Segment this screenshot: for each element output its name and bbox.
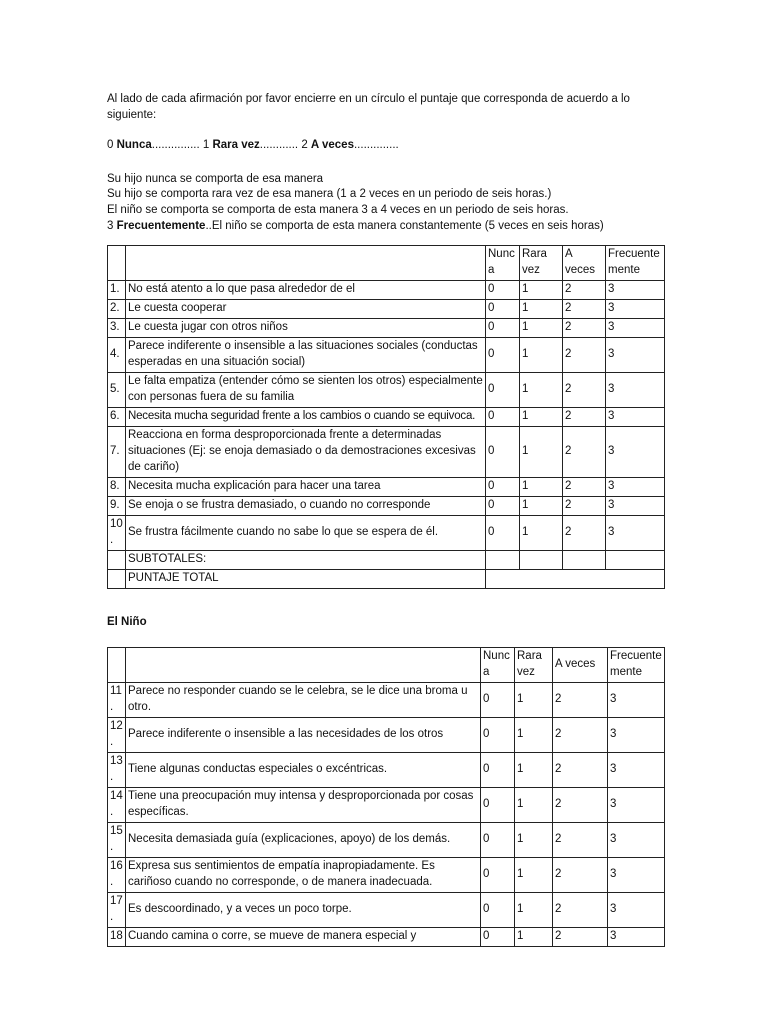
score-nunca[interactable]: 0 [481, 822, 515, 857]
scale-3-number: 3 [107, 220, 117, 233]
score-nunca[interactable]: 0 [486, 516, 520, 551]
score-nunca[interactable]: 0 [486, 408, 520, 427]
score-a-veces[interactable]: 2 [553, 822, 608, 857]
puntaje-total-label: PUNTAJE TOTAL [126, 570, 486, 589]
questionnaire-table-1 [107, 245, 665, 589]
header-rara-vez: Rara vez [520, 246, 563, 281]
item-text: Necesita mucha seguridad frente a los cambios o cuando se equivoca. [126, 408, 486, 427]
score-frecuentemente[interactable]: 3 [606, 497, 665, 516]
score-frecuentemente[interactable]: 3 [608, 857, 665, 892]
score-a-veces[interactable]: 2 [553, 752, 608, 787]
score-rara-vez[interactable]: 1 [520, 497, 563, 516]
item-text: Parece indiferente o insensible a las situaciones sociales (conductas esperadas en una situación social) [126, 338, 486, 373]
score-frecuentemente[interactable]: 3 [608, 892, 665, 927]
score-rara-vez[interactable]: 1 [515, 682, 553, 717]
score-nunca[interactable]: 0 [481, 717, 515, 752]
item-number: 9. [108, 497, 126, 516]
score-rara-vez[interactable]: 1 [520, 408, 563, 427]
score-nunca[interactable]: 0 [486, 373, 520, 408]
score-nunca[interactable]: 0 [481, 857, 515, 892]
score-frecuentemente[interactable]: 3 [608, 682, 665, 717]
document-page [107, 92, 667, 947]
score-a-veces[interactable]: 2 [563, 408, 606, 427]
table-row [108, 338, 665, 373]
item-number: 14. [108, 787, 126, 822]
item-text: Tiene algunas conductas especiales o excéntricas. [126, 752, 481, 787]
item-number: 2. [108, 300, 126, 319]
item-number: 7. [108, 427, 126, 478]
instructions-paragraph: Al lado de cada afirmación por favor encierre en un círculo el puntaje que corresponda de acuerdo a lo siguiente: [107, 93, 630, 121]
subtotal-rara-vez[interactable] [520, 551, 563, 570]
table-row [108, 516, 665, 551]
item-number: 8. [108, 478, 126, 497]
scale-1-label: Rara vez [212, 138, 260, 151]
subtotales-row [108, 551, 665, 570]
scale-legend [107, 138, 667, 154]
item-text: Es descoordinado, y a veces un poco torpe. [126, 892, 481, 927]
subtotal-nunca[interactable] [486, 551, 520, 570]
item-text: Le falta empatiza (entender cómo se sienten los otros) especialmente con personas fuera de su familia [126, 373, 486, 408]
table-row [108, 319, 665, 338]
table-row [108, 717, 665, 752]
score-a-veces[interactable]: 2 [563, 338, 606, 373]
score-frecuentemente[interactable]: 3 [606, 478, 665, 497]
item-text: Le cuesta cooperar [126, 300, 486, 319]
scale-1-dots: ............ [259, 138, 302, 151]
score-nunca[interactable]: 0 [486, 478, 520, 497]
table-row [108, 497, 665, 516]
score-rara-vez[interactable]: 1 [520, 516, 563, 551]
scale-2-number: 2 [301, 138, 311, 151]
score-frecuentemente[interactable]: 3 [608, 717, 665, 752]
score-a-veces[interactable]: 2 [553, 927, 608, 946]
header-a-veces: A veces [563, 246, 606, 281]
score-nunca[interactable]: 0 [486, 319, 520, 338]
item-text: Se frustra fácilmente cuando no sabe lo que se espera de él. [126, 516, 486, 551]
header-frecuentemente: Frecuente mente [606, 246, 665, 281]
subtotales-label: SUBTOTALES: [126, 551, 486, 570]
score-a-veces[interactable]: 2 [563, 373, 606, 408]
header-frecuentemente: Frecuente mente [608, 647, 665, 682]
item-text: Necesita mucha explicación para hacer una tarea [126, 478, 486, 497]
score-nunca[interactable]: 0 [481, 752, 515, 787]
score-nunca[interactable]: 0 [481, 892, 515, 927]
description-frecuentemente [107, 219, 667, 235]
score-rara-vez[interactable]: 1 [520, 338, 563, 373]
score-rara-vez[interactable]: 1 [520, 319, 563, 338]
header-rara-vez: Rara vez [515, 647, 553, 682]
item-text: Le cuesta jugar con otros niños [126, 319, 486, 338]
item-text: Reacciona en forma desproporcionada frente a determinadas situaciones (Ej: se enoja demasiado o da demostraciones excesivas de cariño) [126, 427, 486, 478]
table-row [108, 787, 665, 822]
score-a-veces[interactable]: 2 [563, 497, 606, 516]
score-a-veces[interactable]: 2 [563, 300, 606, 319]
header-item-cell [126, 647, 481, 682]
item-text: Expresa sus sentimientos de empatía inapropiadamente. Es cariñoso cuando no corresponde, o de manera inadecuada. [126, 857, 481, 892]
table-header-row [108, 246, 665, 281]
item-text: Cuando camina o corre, se mueve de manera especial y [126, 927, 481, 946]
score-frecuentemente[interactable]: 3 [606, 516, 665, 551]
scale-0-dots: ............... [151, 138, 203, 151]
description-a-veces: El niño se comporta se comporta de esta manera 3 a 4 veces en un periodo de seis horas. [107, 204, 569, 217]
score-nunca[interactable]: 0 [481, 682, 515, 717]
score-a-veces[interactable]: 2 [563, 319, 606, 338]
item-number: 12. [108, 717, 126, 752]
score-a-veces[interactable]: 2 [563, 478, 606, 497]
table-row [108, 927, 665, 946]
header-nunca: Nunca [486, 246, 520, 281]
puntaje-number-cell [108, 570, 126, 589]
score-nunca[interactable]: 0 [486, 427, 520, 478]
score-rara-vez[interactable]: 1 [520, 478, 563, 497]
section-title-el-nino: El Niño [107, 616, 147, 629]
item-number: 4. [108, 338, 126, 373]
item-number: 13. [108, 752, 126, 787]
item-number: 6. [108, 408, 126, 427]
item-text: Se enoja o se frustra demasiado, o cuando no corresponde [126, 497, 486, 516]
header-item-cell [126, 246, 486, 281]
score-a-veces[interactable]: 2 [563, 516, 606, 551]
header-number-cell [108, 246, 126, 281]
score-nunca[interactable]: 0 [486, 338, 520, 373]
score-rara-vez[interactable]: 1 [515, 927, 553, 946]
score-nunca[interactable]: 0 [486, 281, 520, 300]
score-frecuentemente[interactable]: 3 [608, 787, 665, 822]
scale-2-label: A veces [310, 138, 354, 151]
table-header-row [108, 647, 665, 682]
item-number: 3. [108, 319, 126, 338]
score-rara-vez[interactable]: 1 [515, 717, 553, 752]
header-nunca: Nunca [481, 647, 515, 682]
score-a-veces[interactable]: 2 [553, 892, 608, 927]
scale-3-label: Frecuentemente [116, 220, 206, 233]
table-row [108, 682, 665, 717]
table-row [108, 892, 665, 927]
table-row [108, 822, 665, 857]
item-text: Parece indiferente o insensible a las necesidades de los otros [126, 717, 481, 752]
scale-1-number: 1 [202, 138, 213, 151]
score-nunca[interactable]: 0 [481, 927, 515, 946]
item-number: 15. [108, 822, 126, 857]
item-number: 17. [108, 892, 126, 927]
score-nunca[interactable]: 0 [481, 787, 515, 822]
score-frecuentemente[interactable]: 3 [608, 752, 665, 787]
score-nunca[interactable]: 0 [486, 300, 520, 319]
description-rara-vez: Su hijo se comporta rara vez de esa manera (1 a 2 veces en un periodo de seis horas.) [107, 188, 552, 201]
score-a-veces[interactable]: 2 [563, 281, 606, 300]
score-frecuentemente[interactable]: 3 [606, 300, 665, 319]
item-text: Necesita demasiada guía (explicaciones, apoyo) de los demás. [126, 822, 481, 857]
header-number-cell [108, 647, 126, 682]
score-rara-vez[interactable]: 1 [515, 752, 553, 787]
score-frecuentemente[interactable]: 3 [606, 319, 665, 338]
questionnaire-table-2 [107, 647, 665, 947]
score-a-veces[interactable]: 2 [553, 682, 608, 717]
item-number: 10. [108, 516, 126, 551]
scale-0-label: Nunca [116, 138, 152, 151]
puntaje-total-row [108, 570, 665, 589]
item-text: Parece no responder cuando se le celebra, se le dice una broma u otro. [126, 682, 481, 717]
score-frecuentemente[interactable]: 3 [606, 427, 665, 478]
score-a-veces[interactable]: 2 [553, 857, 608, 892]
description-nunca: Su hijo nunca se comporta de esa manera [107, 172, 324, 185]
item-number: 1. [108, 281, 126, 300]
item-number: 16. [108, 857, 126, 892]
item-text: No está atento a lo que pasa alrededor de el [126, 281, 486, 300]
item-text: Tiene una preocupación muy intensa y desproporcionada por cosas específicas. [126, 787, 481, 822]
table-row [108, 427, 665, 478]
scale-3-description: ..El niño se comporta de esta manera constantemente (5 veces en seis horas) [205, 220, 604, 233]
score-rara-vez[interactable]: 1 [520, 373, 563, 408]
subtotal-frecuentemente[interactable] [606, 551, 665, 570]
table-row [108, 408, 665, 427]
score-rara-vez[interactable]: 1 [515, 892, 553, 927]
table-row [108, 300, 665, 319]
score-rara-vez[interactable]: 1 [520, 427, 563, 478]
score-rara-vez[interactable]: 1 [515, 857, 553, 892]
score-rara-vez[interactable]: 1 [515, 822, 553, 857]
score-a-veces[interactable]: 2 [553, 717, 608, 752]
score-a-veces[interactable]: 2 [563, 427, 606, 478]
item-number: 18 [108, 927, 126, 946]
item-number: 5. [108, 373, 126, 408]
item-number: 11. [108, 682, 126, 717]
scale-0-number: 0 [107, 138, 117, 151]
puntaje-total-value[interactable] [486, 570, 665, 589]
score-frecuentemente[interactable]: 3 [606, 281, 665, 300]
score-frecuentemente[interactable]: 3 [606, 338, 665, 373]
subtotal-a-veces[interactable] [563, 551, 606, 570]
table-row [108, 857, 665, 892]
score-a-veces[interactable]: 2 [553, 787, 608, 822]
score-rara-vez[interactable]: 1 [520, 300, 563, 319]
score-frecuentemente[interactable]: 3 [606, 408, 665, 427]
subtotales-number-cell [108, 551, 126, 570]
table-row [108, 478, 665, 497]
header-a-veces: A veces [553, 647, 608, 682]
score-frecuentemente[interactable]: 3 [608, 822, 665, 857]
score-frecuentemente[interactable]: 3 [608, 927, 665, 946]
table-row [108, 752, 665, 787]
score-rara-vez[interactable]: 1 [520, 281, 563, 300]
score-rara-vez[interactable]: 1 [515, 787, 553, 822]
table-row [108, 373, 665, 408]
scale-2-dots: .............. [353, 138, 399, 151]
score-frecuentemente[interactable]: 3 [606, 373, 665, 408]
score-nunca[interactable]: 0 [486, 497, 520, 516]
table-row [108, 281, 665, 300]
